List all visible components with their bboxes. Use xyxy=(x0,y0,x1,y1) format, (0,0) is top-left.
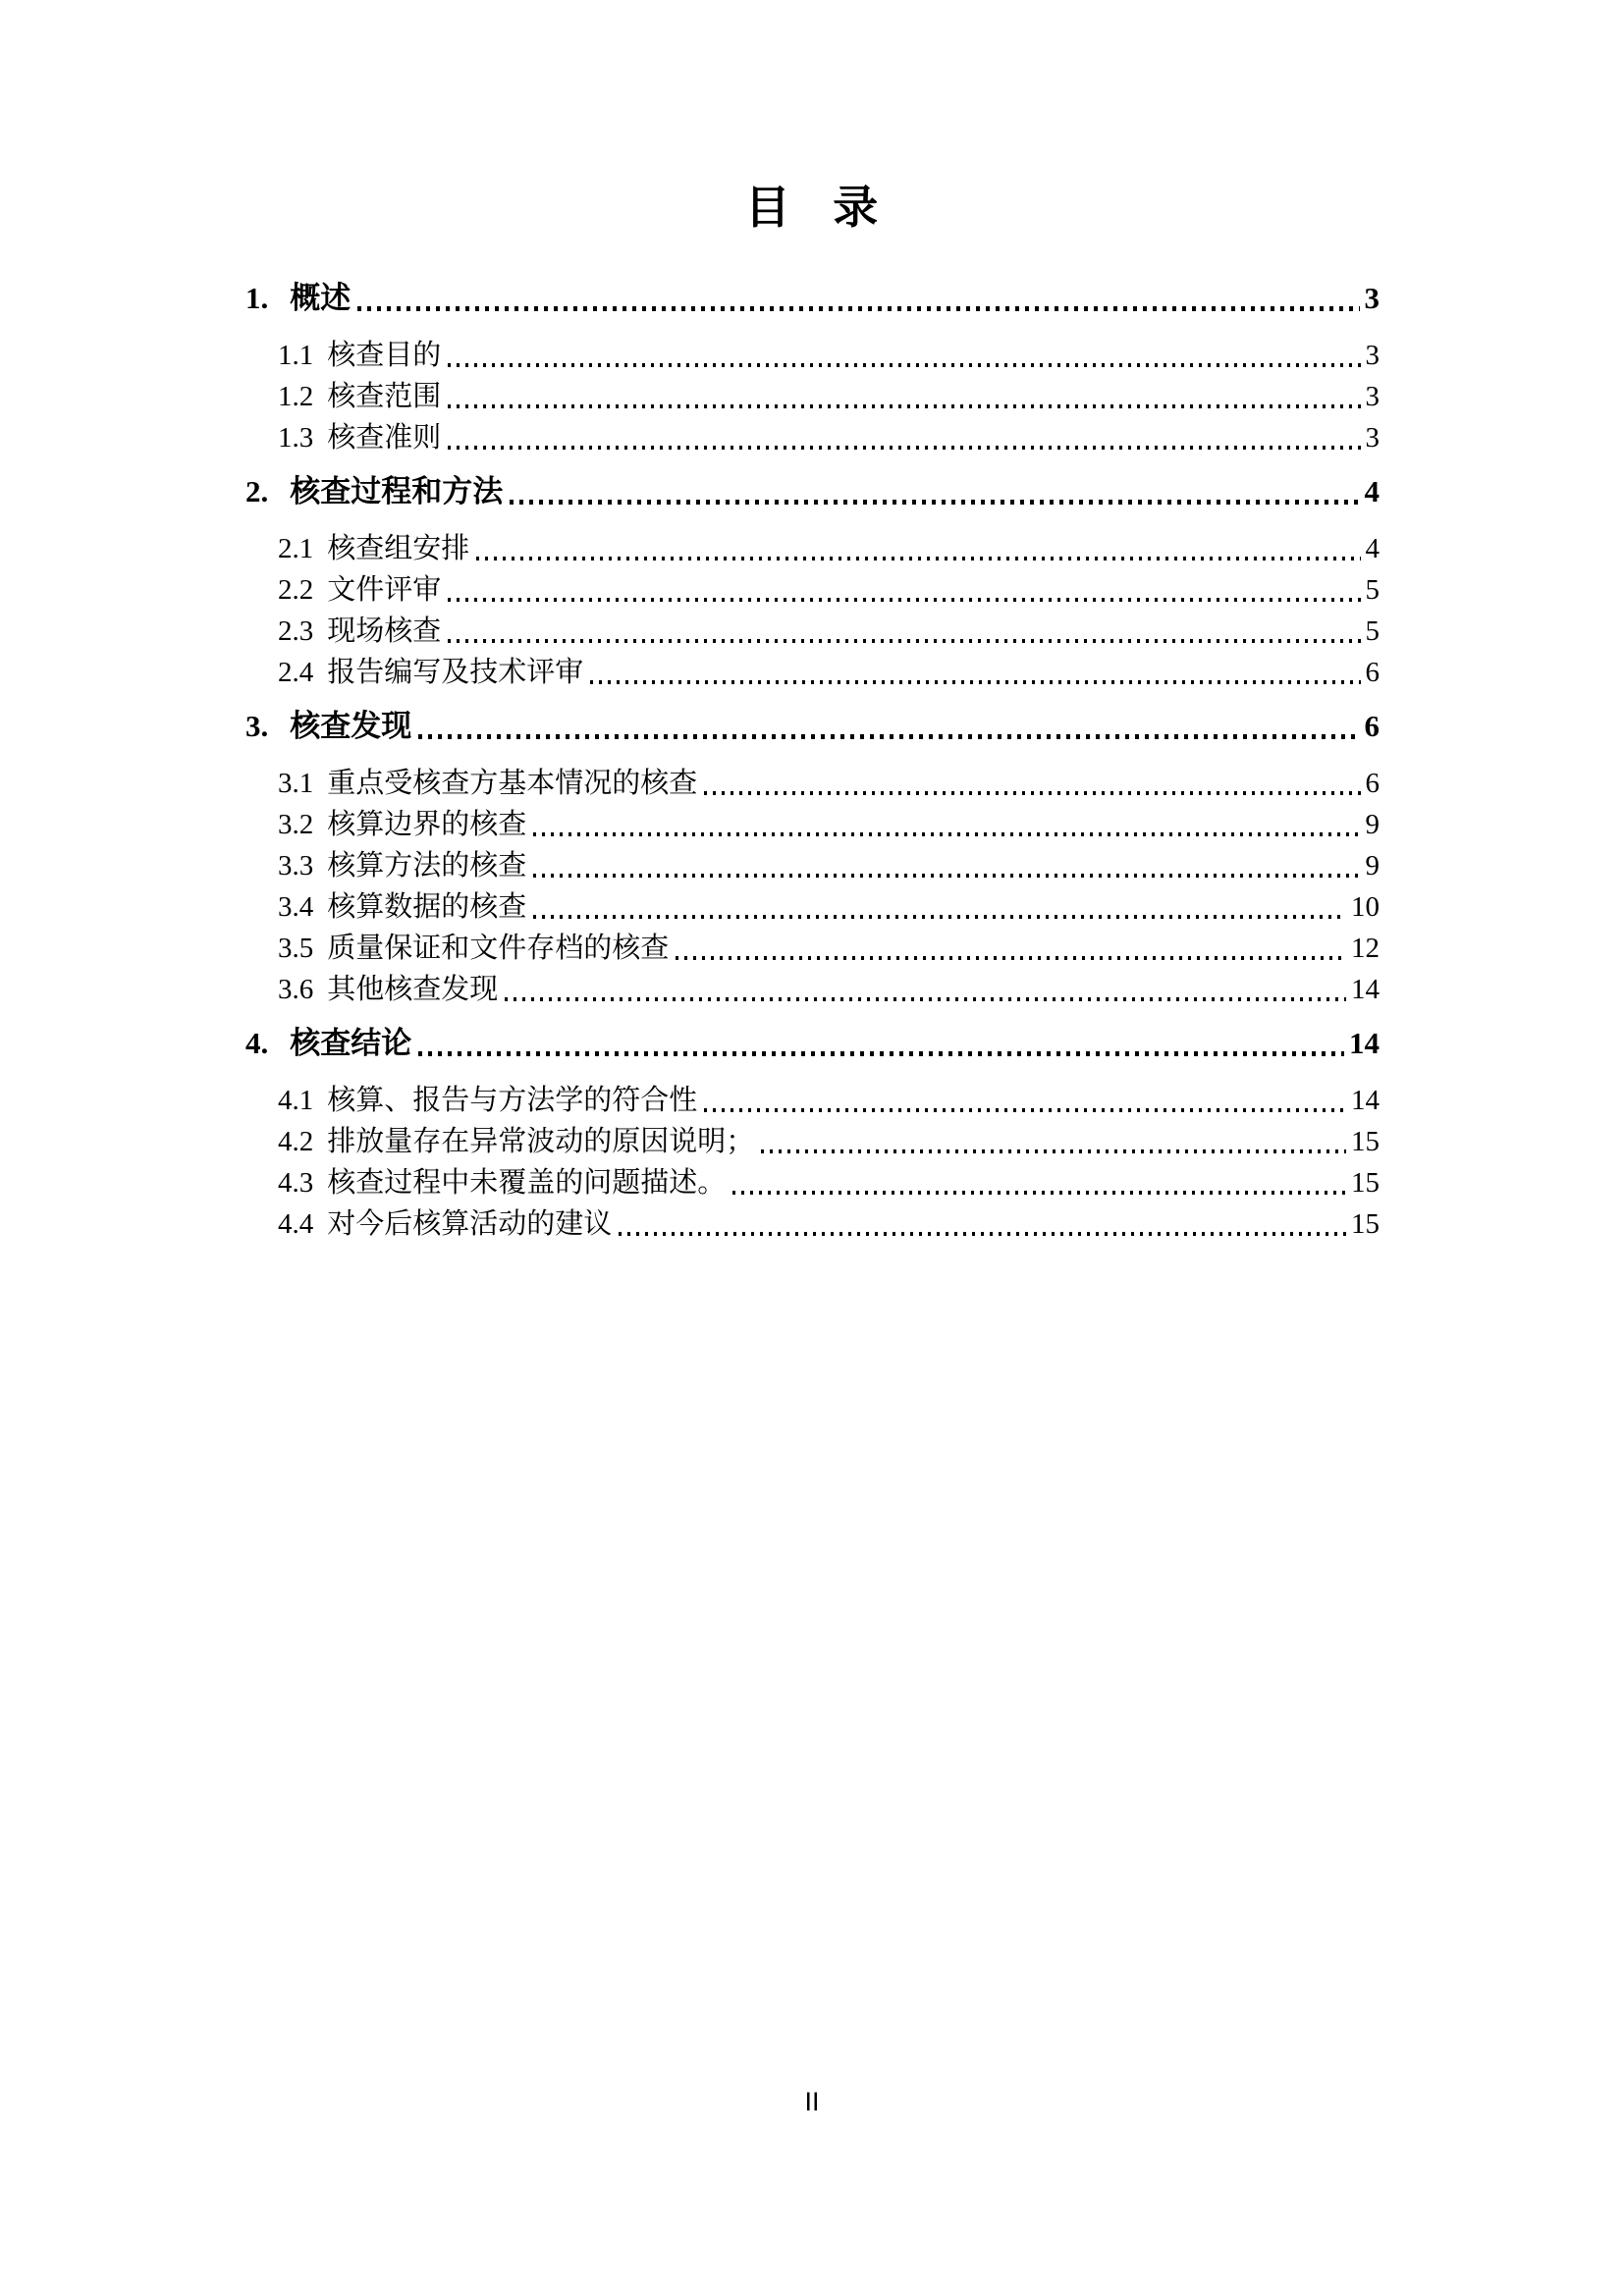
toc-entry-1-3[interactable] xyxy=(245,417,1380,458)
dotted-leader xyxy=(761,1149,1346,1153)
toc-entry-title: 质量保证和文件存档的核查 xyxy=(327,932,670,964)
toc-entry-number: 3.5 xyxy=(278,932,314,964)
toc-entry-page: 15 xyxy=(1351,1125,1380,1157)
toc-entry-page: 14 xyxy=(1349,1025,1380,1060)
dotted-leader xyxy=(676,956,1346,960)
toc-entry-number: 2.3 xyxy=(278,614,314,647)
toc-entry-2-1[interactable] xyxy=(245,528,1380,569)
toc-entry-number: 4. xyxy=(245,1025,269,1060)
toc-entry-page: 12 xyxy=(1351,932,1380,964)
toc-entry-title: 核查结论 xyxy=(290,1025,412,1060)
page-number-footer: II xyxy=(804,2087,820,2116)
dotted-leader xyxy=(619,1232,1346,1236)
toc-entry-page: 14 xyxy=(1351,1084,1380,1116)
dotted-leader xyxy=(533,832,1360,836)
toc-entry-page: 5 xyxy=(1365,614,1380,647)
toc-entry-page: 3 xyxy=(1364,280,1380,315)
toc-entry-title: 概述 xyxy=(290,280,352,315)
toc-entry-page: 15 xyxy=(1351,1207,1380,1240)
dotted-leader xyxy=(476,557,1360,561)
toc-entry-page: 3 xyxy=(1365,380,1380,412)
toc-entry-page: 5 xyxy=(1365,573,1380,606)
dotted-leader xyxy=(418,1051,1344,1056)
toc-entry-page: 4 xyxy=(1365,532,1380,564)
toc-entry-number: 3.6 xyxy=(278,973,314,1005)
toc-entry-page: 15 xyxy=(1351,1166,1380,1199)
toc-entry-4-3[interactable] xyxy=(245,1162,1380,1203)
dotted-leader xyxy=(448,639,1360,643)
toc-entry-3-1[interactable] xyxy=(245,763,1380,804)
dotted-leader xyxy=(418,734,1359,739)
toc-entry-number: 1.2 xyxy=(278,380,314,412)
toc-entry-number: 2. xyxy=(245,473,269,508)
toc-entry-number: 3. xyxy=(245,708,269,743)
toc-entry-number: 3.1 xyxy=(278,767,314,799)
toc-entry-number: 3.4 xyxy=(278,890,314,923)
toc-entry-number: 4.1 xyxy=(278,1084,314,1116)
dotted-leader xyxy=(505,997,1346,1001)
table-of-contents xyxy=(245,278,1380,1245)
toc-entry-number: 1.3 xyxy=(278,421,314,454)
toc-entry-3-2[interactable] xyxy=(245,804,1380,845)
toc-entry-number: 3.2 xyxy=(278,808,314,840)
toc-entry-page: 6 xyxy=(1365,656,1380,688)
toc-entry-4[interactable] xyxy=(245,1023,1380,1064)
toc-entry-number: 2.2 xyxy=(278,573,314,606)
toc-entry-title: 核查过程和方法 xyxy=(290,473,504,508)
toc-entry-4-4[interactable] xyxy=(245,1203,1380,1245)
dotted-leader xyxy=(510,500,1359,505)
toc-entry-3[interactable] xyxy=(245,706,1380,747)
toc-entry-number: 1. xyxy=(245,280,269,315)
page-title: 目 录 xyxy=(744,183,881,233)
toc-entry-page: 6 xyxy=(1365,767,1380,799)
toc-entry-number: 4.2 xyxy=(278,1125,314,1157)
toc-entry-4-1[interactable] xyxy=(245,1080,1380,1121)
toc-entry-title: 报告编写及技术评审 xyxy=(327,656,584,688)
toc-entry-2-2[interactable] xyxy=(245,569,1380,611)
dotted-leader xyxy=(448,446,1360,450)
toc-entry-number: 3.3 xyxy=(278,849,314,881)
toc-entry-number: 1.1 xyxy=(278,339,314,371)
toc-entry-title: 核查范围 xyxy=(327,380,442,412)
toc-entry-title: 核算边界的核查 xyxy=(327,808,527,840)
toc-entry-page: 6 xyxy=(1364,708,1380,743)
toc-entry-4-2[interactable] xyxy=(245,1121,1380,1162)
toc-entry-page: 10 xyxy=(1351,890,1380,923)
toc-entry-number: 2.1 xyxy=(278,532,314,564)
toc-entry-3-4[interactable] xyxy=(245,886,1380,928)
toc-content xyxy=(245,183,1380,1245)
dotted-leader xyxy=(533,915,1346,919)
dotted-leader xyxy=(590,680,1360,684)
toc-entry-title: 文件评审 xyxy=(327,573,442,606)
toc-entry-page: 4 xyxy=(1364,473,1380,508)
toc-entry-title: 核查过程中未覆盖的问题描述。 xyxy=(327,1166,727,1199)
toc-entry-2-4[interactable] xyxy=(245,652,1380,693)
toc-entry-2[interactable] xyxy=(245,471,1380,512)
toc-entry-page: 3 xyxy=(1365,339,1380,371)
toc-entry-title: 核算数据的核查 xyxy=(327,890,527,923)
toc-entry-title: 现场核查 xyxy=(327,614,442,647)
dotted-leader xyxy=(533,874,1360,878)
toc-entry-title: 重点受核查方基本情况的核查 xyxy=(327,767,698,799)
toc-entry-title: 核查组安排 xyxy=(327,532,470,564)
toc-entry-page: 9 xyxy=(1365,808,1380,840)
toc-entry-page: 14 xyxy=(1351,973,1380,1005)
dotted-leader xyxy=(704,791,1360,795)
dotted-leader xyxy=(704,1108,1346,1112)
toc-entry-title: 其他核查发现 xyxy=(327,973,499,1005)
toc-entry-number: 2.4 xyxy=(278,656,314,688)
toc-entry-page: 3 xyxy=(1365,421,1380,454)
toc-entry-title: 对今后核算活动的建议 xyxy=(327,1207,613,1240)
toc-entry-title: 核查准则 xyxy=(327,421,442,454)
toc-entry-3-6[interactable] xyxy=(245,969,1380,1010)
toc-entry-number: 4.3 xyxy=(278,1166,314,1199)
toc-entry-3-5[interactable] xyxy=(245,928,1380,969)
toc-entry-title: 核查发现 xyxy=(290,708,412,743)
dotted-leader xyxy=(448,363,1360,367)
toc-entry-1[interactable] xyxy=(245,278,1380,319)
toc-entry-title: 核算、报告与方法学的符合性 xyxy=(327,1084,698,1116)
toc-entry-title: 核算方法的核查 xyxy=(327,849,527,881)
dotted-leader xyxy=(732,1191,1346,1195)
dotted-leader xyxy=(357,306,1359,311)
dotted-leader xyxy=(448,404,1360,408)
toc-entry-title: 核查目的 xyxy=(327,339,442,371)
toc-entry-2-3[interactable] xyxy=(245,611,1380,652)
toc-entry-1-2[interactable] xyxy=(245,376,1380,417)
dotted-leader xyxy=(448,598,1360,602)
toc-entry-1-1[interactable] xyxy=(245,335,1380,376)
toc-entry-number: 4.4 xyxy=(278,1207,314,1240)
toc-entry-3-3[interactable] xyxy=(245,845,1380,886)
toc-entry-title: 排放量存在异常波动的原因说明； xyxy=(327,1125,755,1157)
toc-entry-page: 9 xyxy=(1365,849,1380,881)
